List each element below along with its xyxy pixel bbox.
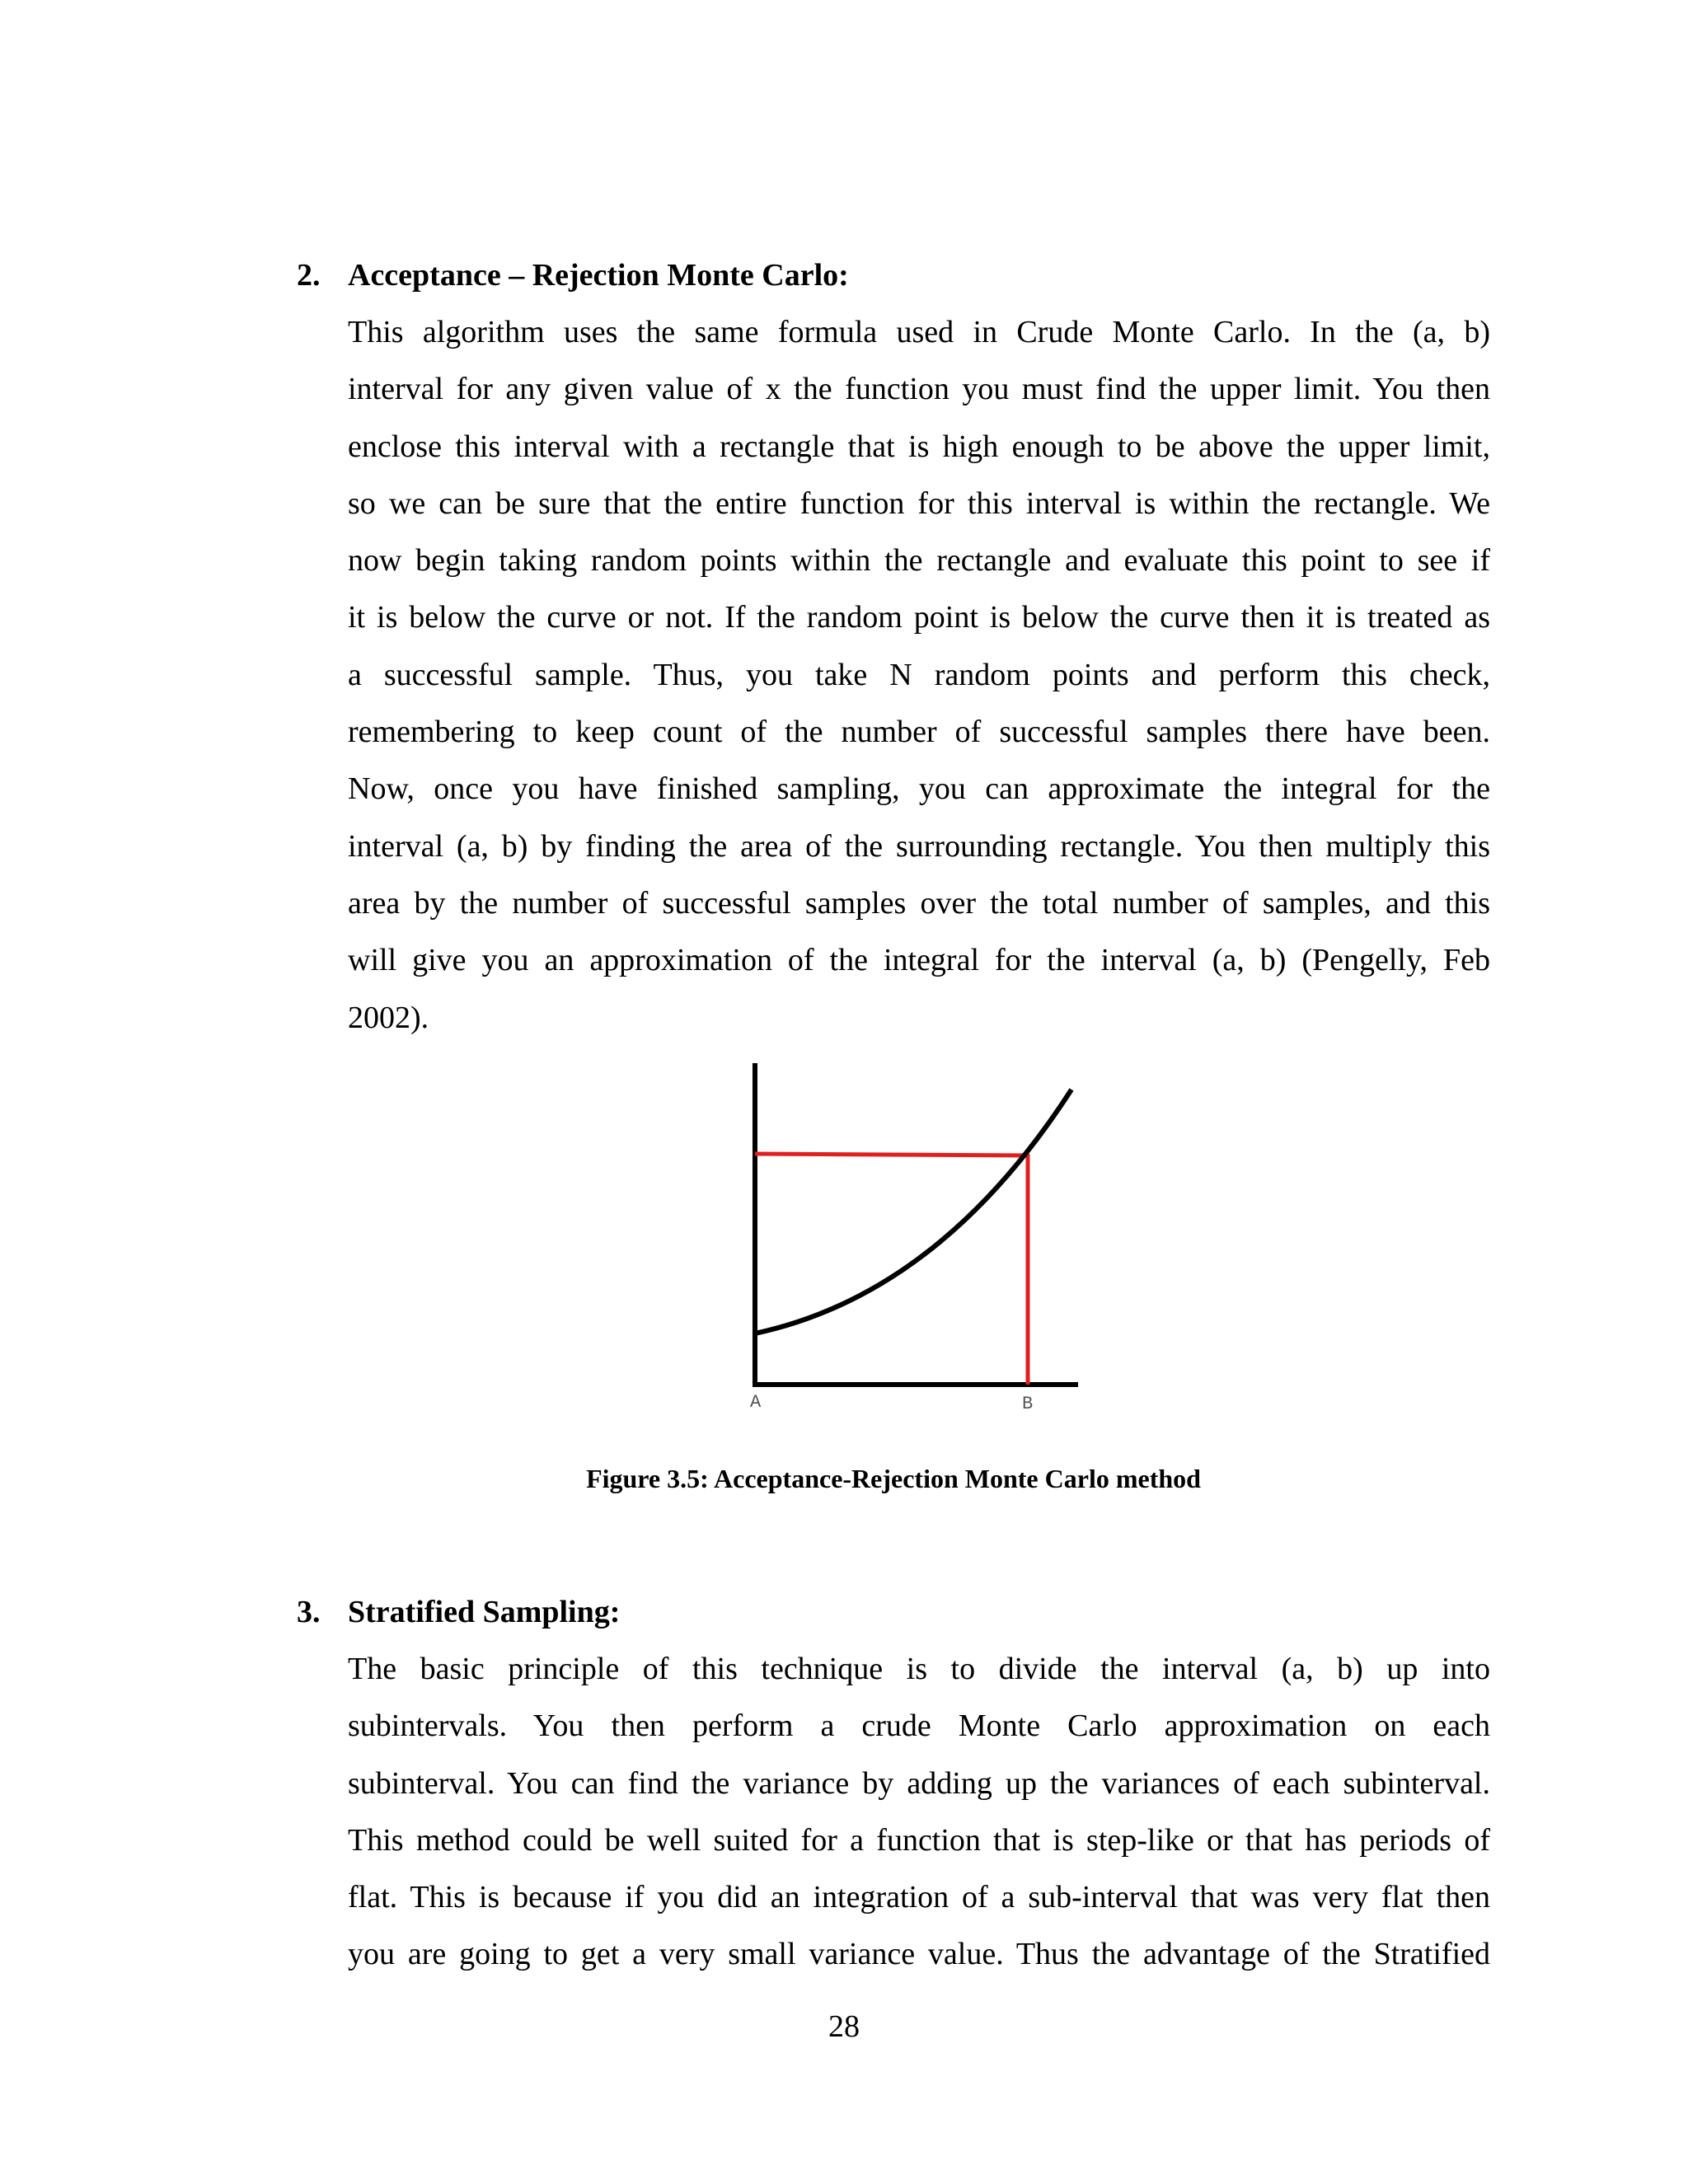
label-b: B	[1022, 1394, 1034, 1414]
paragraph-line: Now, once you have finished sampling, you can approximate the integral for the	[348, 771, 1490, 807]
section-2-heading	[297, 256, 849, 294]
paragraph-line: so we can be sure that the entire function for this interval is within the rectangle. We	[348, 485, 1490, 521]
paragraph-line: The basic principle of this technique is to divide the interval (a, b) up into	[348, 1652, 1490, 1686]
section-2-number: 2.	[297, 258, 321, 293]
paragraph-line: area by the number of successful samples over the total number of samples, and this	[348, 885, 1490, 921]
function-curve	[755, 1090, 1071, 1333]
paragraph-line: will give you an approximation of the integral for the interval (a, b) (Pengelly, Feb	[348, 943, 1490, 978]
paragraph-line: now begin taking random points within the rectangle and evaluate this point to see if	[348, 543, 1490, 579]
paragraph-line: remembering to keep count of the number of successful samples there have been.	[348, 715, 1490, 750]
paragraph-line: flat. This is because if you did an integration of a sub-interval that was very flat then	[348, 1880, 1490, 1915]
section-3-title: Stratified Sampling:	[348, 1595, 621, 1629]
section-3-number: 3.	[297, 1595, 321, 1629]
figure-caption: Figure 3.5: Acceptance-Rejection Monte Carlo method	[586, 1464, 1201, 1493]
section-3-heading	[297, 1593, 620, 1631]
paragraph-line: interval (a, b) by finding the area of the surrounding rectangle. You then multiply this	[348, 828, 1490, 864]
section-2-paragraph	[348, 304, 1490, 1047]
paragraph-line: subinterval. You can find the variance by adding up the variances of each subinterval.	[348, 1765, 1490, 1801]
paragraph-line: interval for any given value of x the function you must find the upper limit. You then	[348, 372, 1490, 407]
paragraph-line: 2002).	[348, 1000, 429, 1035]
acceptance-rejection-diagram	[734, 1055, 1096, 1418]
paragraph-line: subintervals. You then perform a crude Monte Carlo approximation on each	[348, 1708, 1490, 1744]
paragraph-line: a successful sample. Thus, you take N random points and perform this check,	[348, 657, 1490, 692]
page-number: 28	[828, 2009, 860, 2044]
section-2-title: Acceptance – Rejection Monte Carlo:	[348, 258, 849, 293]
label-a: A	[750, 1392, 762, 1413]
paragraph-line: enclose this interval with a rectangle that is high enough to be above the upper limit,	[348, 429, 1490, 464]
rectangle-top-edge	[755, 1154, 1029, 1155]
section-3-paragraph	[348, 1641, 1490, 1984]
paragraph-line: This method could be well suited for a function that is step-like or that has periods of	[348, 1822, 1490, 1858]
paragraph-line: This algorithm uses the same formula used in Crude Monte Carlo. In the (a, b)	[348, 315, 1490, 349]
paragraph-line: you are going to get a very small variance value. Thus the advantage of the Stratified	[348, 1937, 1490, 1972]
paragraph-line: it is below the curve or not. If the random point is below the curve then it is treated as	[348, 600, 1490, 635]
acceptance-rejection-figure	[734, 1055, 1096, 1418]
